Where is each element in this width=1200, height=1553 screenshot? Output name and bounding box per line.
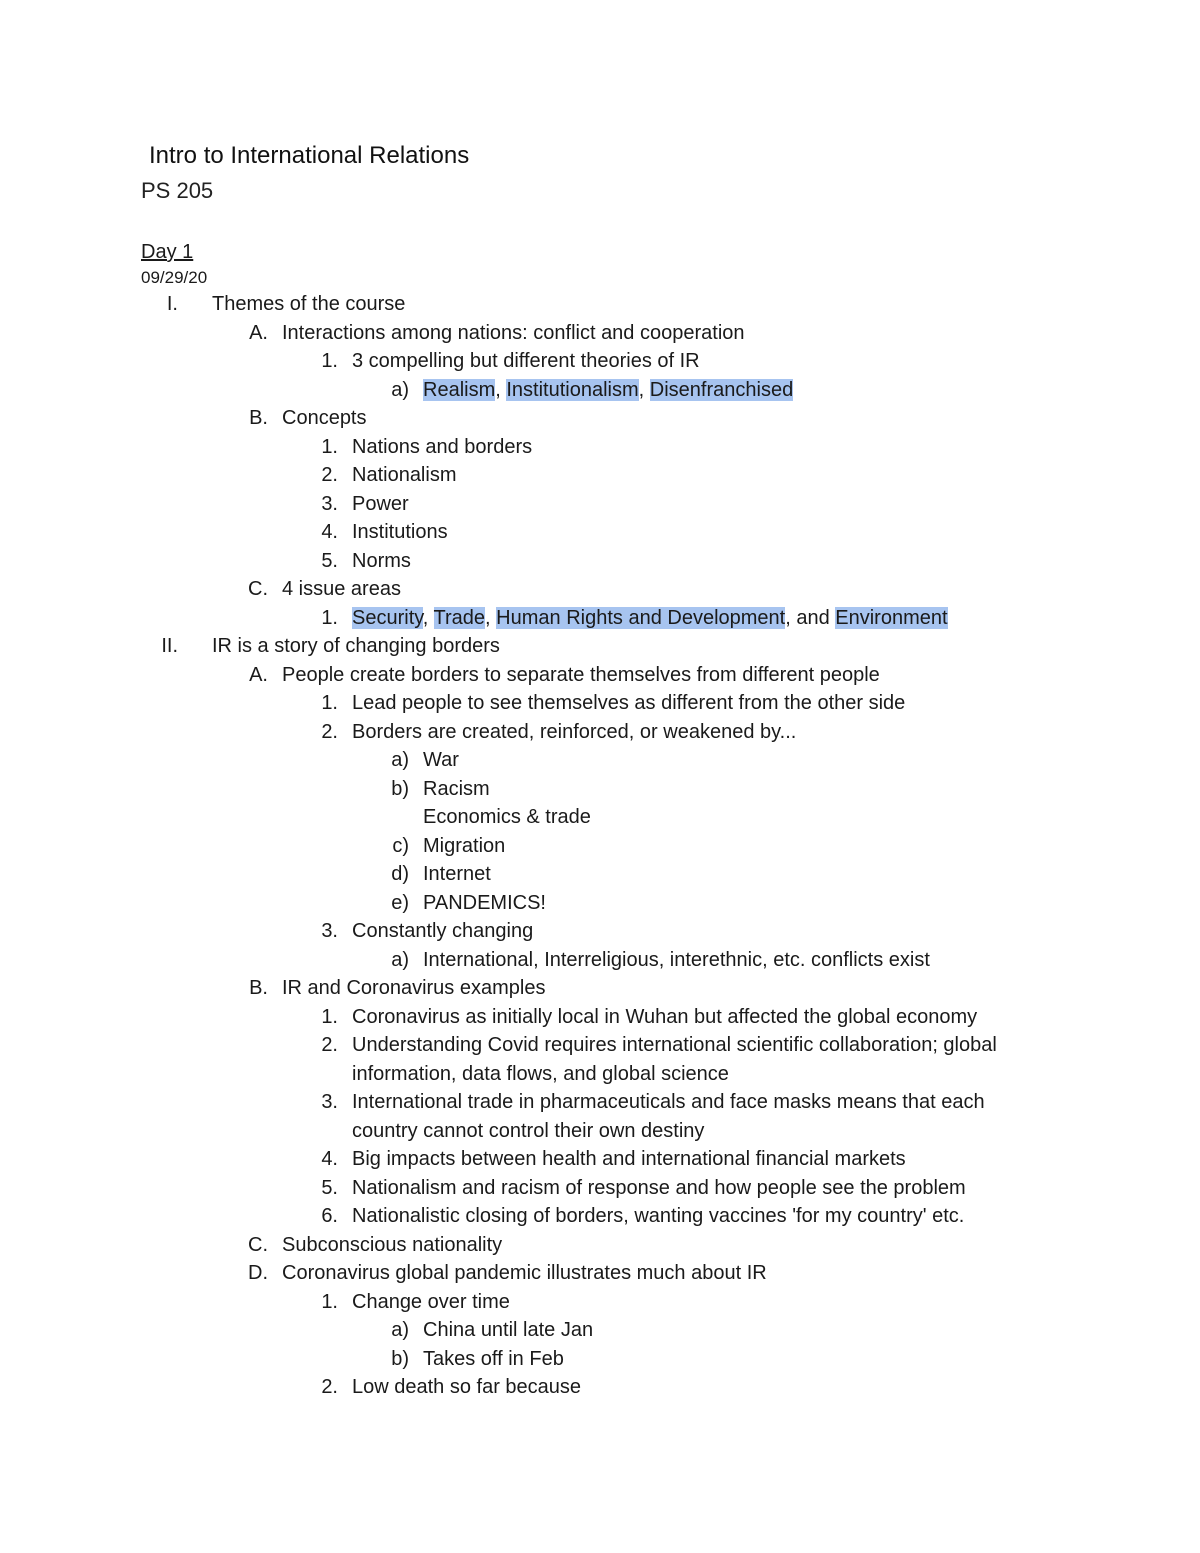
highlighted-term: Trade — [433, 606, 486, 629]
list-marker: e) — [391, 891, 409, 914]
list-marker: 3. — [321, 920, 338, 942]
separator: , and — [785, 606, 836, 629]
list-text: IR is a story of changing borders — [212, 635, 500, 657]
outline-item — [0, 1202, 1200, 1231]
list-text: IR and Coronavirus examples — [282, 977, 546, 999]
day-heading: Day 1 — [141, 241, 194, 263]
list-marker: A. — [249, 663, 268, 686]
outline-item — [0, 575, 1200, 604]
highlighted-term: Disenfranchised — [649, 378, 794, 401]
list-text: Power — [352, 492, 409, 515]
outline-item — [0, 490, 1200, 519]
list-marker: c) — [392, 834, 409, 857]
outline-item — [0, 319, 1200, 348]
outline-item — [0, 746, 1200, 775]
outline-item — [0, 604, 1200, 633]
list-marker: b) — [391, 777, 409, 800]
outline-item — [0, 689, 1200, 718]
separator: , — [638, 378, 650, 401]
list-text: War — [423, 749, 459, 771]
outline-item — [0, 1345, 1200, 1374]
list-text: Nationalism and racism of response and how people see the problem — [352, 1176, 966, 1199]
list-text: Understanding Covid requires international scientific collaboration; global — [352, 1034, 997, 1056]
outline-item — [0, 889, 1200, 918]
list-text: People create borders to separate themselves from different people — [282, 663, 880, 686]
list-text: China until late Jan — [423, 1319, 594, 1341]
list-marker: 1. — [321, 1290, 338, 1313]
list-marker: C. — [248, 1233, 268, 1256]
list-marker: B. — [249, 407, 268, 429]
list-text: Borders are created, reinforced, or weakened by... — [352, 720, 797, 743]
list-marker: 2. — [321, 720, 338, 743]
list-text: Big impacts between health and international financial markets — [352, 1148, 906, 1170]
list-marker: 5. — [321, 1176, 338, 1199]
list-marker: I. — [166, 293, 178, 315]
list-text — [352, 604, 948, 633]
list-text: Nations and borders — [352, 435, 533, 458]
list-text: Coronavirus global pandemic illustrates much about IR — [282, 1262, 767, 1284]
highlighted-term: Realism — [423, 378, 496, 401]
outline-item — [0, 1174, 1200, 1203]
list-text: Low death so far because — [352, 1376, 582, 1398]
outline-item — [0, 347, 1200, 376]
list-marker: 1. — [321, 350, 338, 372]
outline-item — [0, 718, 1200, 747]
list-marker: 5. — [321, 549, 338, 572]
list-text: Lead people to see themselves as different from the other side — [352, 692, 906, 714]
list-text: Norms — [352, 549, 411, 572]
list-text: Takes off in Feb — [423, 1347, 564, 1370]
list-text: Interactions among nations: conflict and cooperation — [282, 321, 745, 344]
outline-item — [0, 860, 1200, 889]
list-marker: C. — [248, 578, 268, 600]
list-text: International, Interreligious, interethnic, etc. conflicts exist — [423, 948, 930, 971]
outline-item — [0, 946, 1200, 975]
outline-item — [0, 404, 1200, 433]
separator: , — [422, 606, 434, 629]
outline-item-continuation — [0, 1117, 1200, 1146]
list-marker: 2. — [321, 464, 338, 486]
outline-item — [0, 1316, 1200, 1345]
list-text: International trade in pharmaceuticals and face masks means that each — [352, 1091, 985, 1113]
list-text: Themes of the course — [212, 293, 406, 315]
list-marker: 6. — [321, 1205, 338, 1227]
list-text: Subconscious nationality — [282, 1233, 503, 1256]
outline-item — [0, 290, 1200, 319]
list-text: Economics & trade — [423, 806, 591, 828]
list-marker: 1. — [321, 606, 338, 629]
list-text: 4 issue areas — [282, 578, 401, 600]
outline-item-continuation — [0, 1060, 1200, 1089]
separator: , — [495, 378, 507, 401]
list-text: Internet — [423, 863, 491, 885]
list-marker: D. — [248, 1262, 268, 1284]
outline-item — [0, 461, 1200, 490]
list-marker: 2. — [321, 1034, 338, 1056]
list-marker: 2. — [321, 1376, 338, 1398]
outline-item — [0, 547, 1200, 576]
list-marker: 3. — [321, 1091, 338, 1113]
list-text: Coronavirus as initially local in Wuhan but affected the global economy — [352, 1005, 978, 1028]
notes-outline — [0, 290, 1200, 1402]
list-text: Nationalistic closing of borders, wanting vaccines 'for my country' etc. — [352, 1205, 965, 1227]
outline-item — [0, 518, 1200, 547]
list-marker: 3. — [321, 492, 338, 515]
list-marker: A. — [249, 321, 268, 344]
list-marker: a) — [391, 1319, 409, 1341]
list-marker: b) — [391, 1347, 409, 1370]
outline-item — [0, 376, 1200, 405]
list-text: country cannot control their own destiny — [352, 1119, 705, 1142]
list-text: Institutions — [352, 521, 448, 543]
outline-item — [0, 1145, 1200, 1174]
list-text: Nationalism — [352, 464, 457, 486]
list-text: PANDEMICS! — [423, 891, 546, 914]
outline-item — [0, 974, 1200, 1003]
highlighted-term: Human Rights and Development — [496, 606, 786, 629]
outline-item — [0, 832, 1200, 861]
list-marker: B. — [249, 977, 268, 999]
outline-item — [0, 632, 1200, 661]
list-marker: a) — [391, 378, 409, 401]
list-text: Racism — [423, 777, 490, 800]
list-text: Constantly changing — [352, 920, 534, 942]
list-marker: 4. — [321, 1148, 338, 1170]
list-marker: a) — [391, 948, 409, 971]
outline-item — [0, 1259, 1200, 1288]
session-date: 09/29/20 — [141, 268, 208, 287]
course-code: PS 205 — [141, 178, 214, 203]
outline-item — [0, 917, 1200, 946]
list-marker: 4. — [321, 521, 338, 543]
outline-item — [0, 1373, 1200, 1402]
list-text — [423, 376, 793, 405]
list-marker: 1. — [321, 692, 338, 714]
document-title: Intro to International Relations — [149, 142, 470, 169]
list-marker: a) — [391, 749, 409, 771]
list-text: Change over time — [352, 1290, 510, 1313]
outline-item — [0, 1088, 1200, 1117]
list-text: Concepts — [282, 407, 367, 429]
list-marker: 1. — [321, 1005, 338, 1028]
highlighted-term: Environment — [835, 606, 948, 629]
outline-item — [0, 1031, 1200, 1060]
list-text: 3 compelling but different theories of IR — [352, 350, 700, 372]
outline-item — [0, 775, 1200, 804]
highlighted-term: Security — [352, 606, 423, 629]
list-marker: II. — [161, 635, 178, 657]
outline-item-continuation — [0, 803, 1200, 832]
list-text: Migration — [423, 834, 506, 857]
highlighted-term: Institutionalism — [506, 378, 639, 401]
outline-item — [0, 1231, 1200, 1260]
list-text: information, data flows, and global science — [352, 1062, 729, 1085]
list-marker: d) — [391, 863, 409, 885]
outline-item — [0, 1003, 1200, 1032]
list-marker: 1. — [321, 435, 338, 458]
outline-item — [0, 661, 1200, 690]
separator: , — [485, 606, 497, 629]
outline-item — [0, 1288, 1200, 1317]
outline-item — [0, 433, 1200, 462]
